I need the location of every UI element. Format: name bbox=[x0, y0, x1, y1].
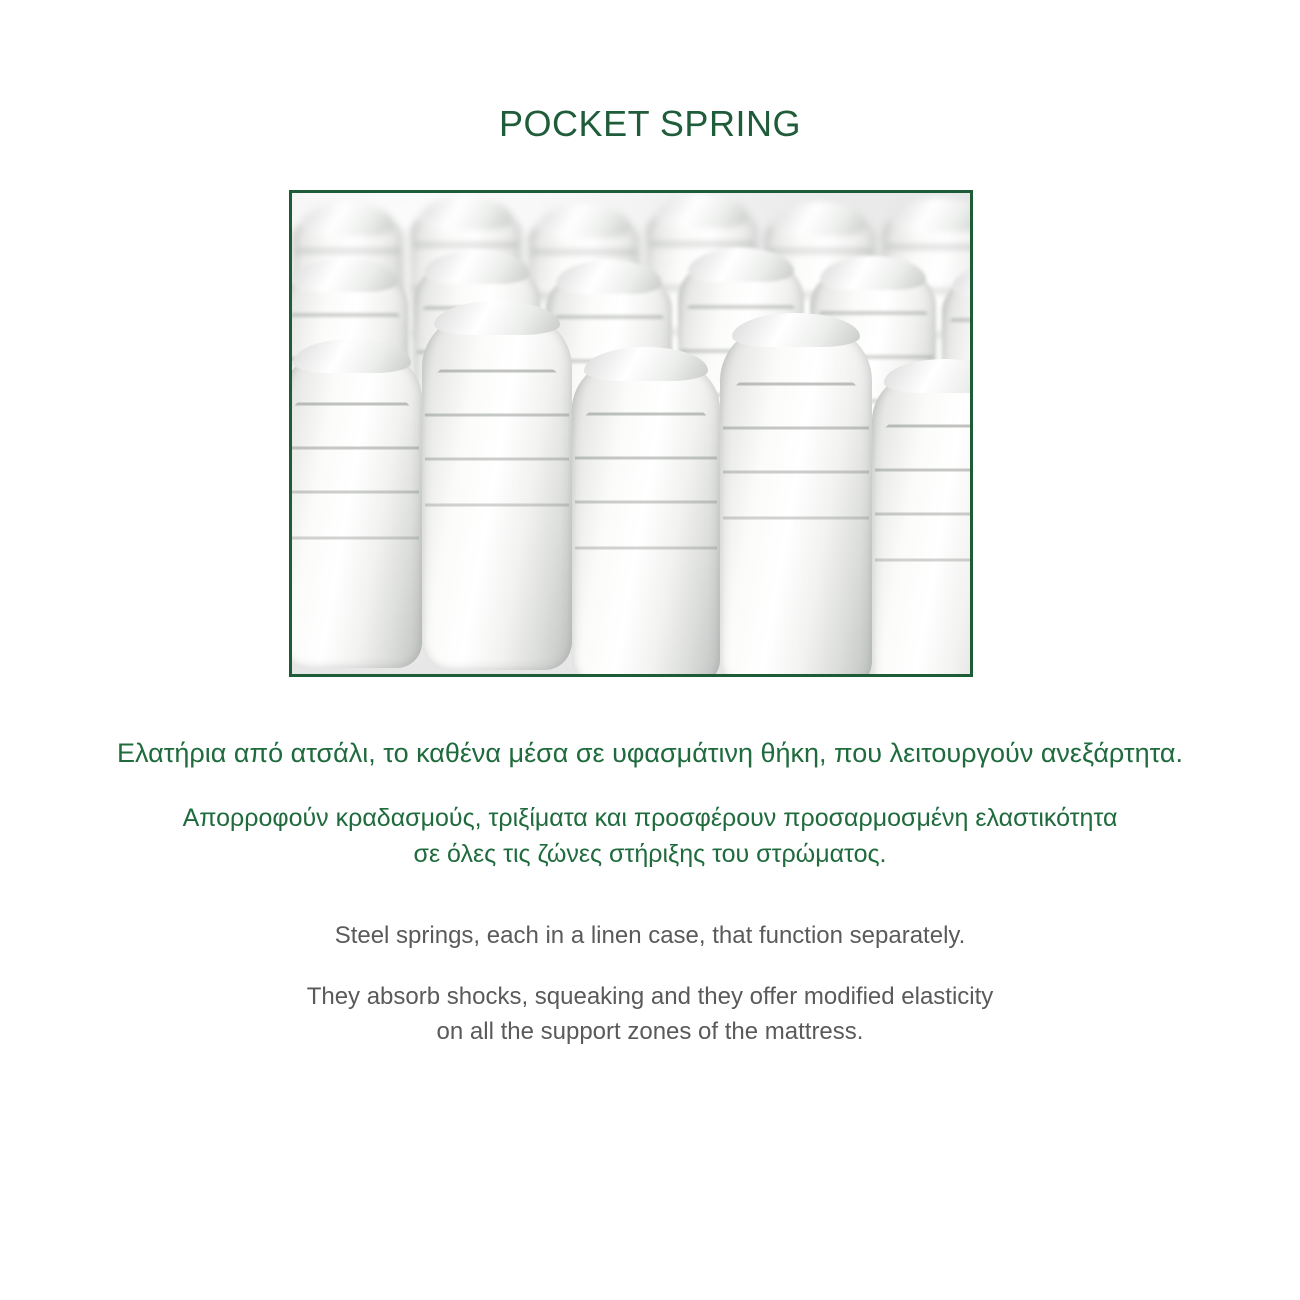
page-title: POCKET SPRING bbox=[499, 103, 801, 144]
english-caption-line-2b: on all the support zones of the mattress. bbox=[436, 1017, 864, 1045]
english-caption-line-2a: They absorb shocks, squeaking and they offer modified elasticity bbox=[306, 983, 994, 1010]
greek-caption-line-2b: σε όλες τις ζώνες στήριξης του στρώματος. bbox=[413, 840, 887, 869]
english-caption-line-2 bbox=[0, 980, 1300, 1050]
greek-caption-line-2 bbox=[0, 800, 1300, 873]
coil-row-front bbox=[292, 288, 970, 674]
pocket-spring-image-frame bbox=[289, 190, 973, 677]
english-caption-line-1: Steel springs, each in a linen case, that function separately. bbox=[334, 922, 966, 949]
greek-caption-line-2a: Απορροφούν κραδασμούς, τριξίματα και προσφέρουν προσαρμοσμένη ελαστικότητα bbox=[182, 804, 1118, 832]
pocket-spring-coils-photo bbox=[292, 193, 970, 674]
greek-caption-line-1: Ελατήρια από ατσάλι, το καθένα μέσα σε υφασμάτινη θήκη, που λειτουργούν ανεξάρτητα. bbox=[117, 738, 1183, 768]
